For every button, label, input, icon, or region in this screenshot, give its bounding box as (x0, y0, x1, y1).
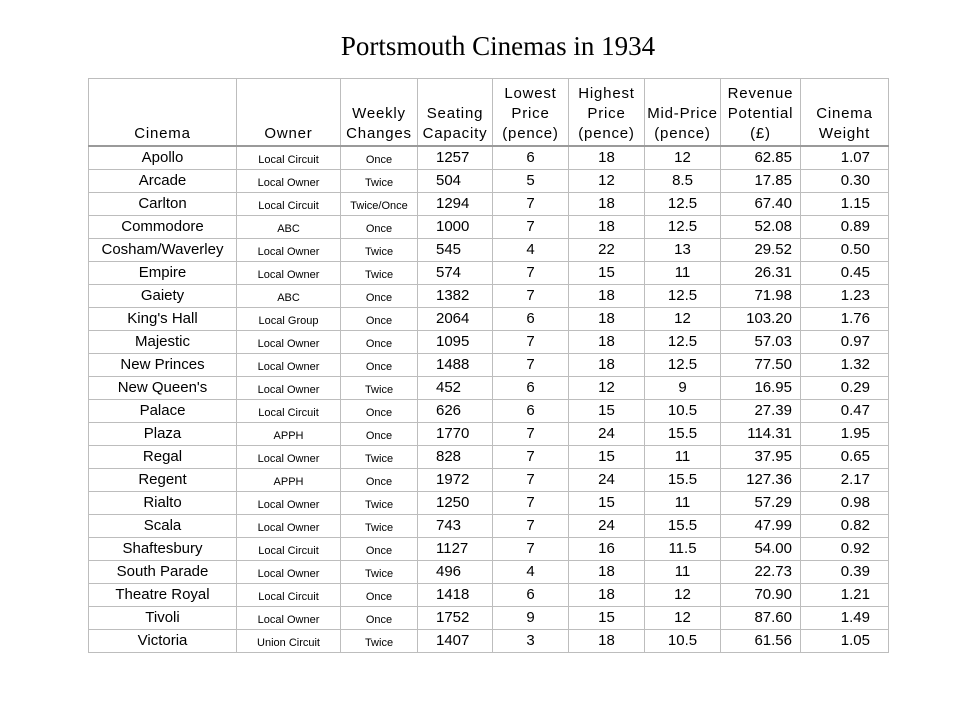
cell-weekly-changes: Once (341, 469, 418, 492)
cell-revenue-potential: 54.00 (721, 538, 801, 561)
cell-highest-price: 18 (569, 331, 645, 354)
table-row (89, 584, 889, 607)
cell-revenue-potential: 77.50 (721, 354, 801, 377)
cell-seating-capacity: 1257 (418, 146, 493, 170)
cell-seating-capacity: 1294 (418, 193, 493, 216)
cell-owner: Local Owner (237, 446, 341, 469)
cell-cinema: Regent (89, 469, 237, 492)
cell-highest-price: 18 (569, 561, 645, 584)
cell-cinema-weight: 0.29 (801, 377, 889, 400)
cell-mid-price: 12.5 (645, 331, 721, 354)
cell-revenue-potential: 29.52 (721, 239, 801, 262)
cell-revenue-potential: 114.31 (721, 423, 801, 446)
cell-mid-price: 12.5 (645, 216, 721, 239)
cell-mid-price: 12 (645, 584, 721, 607)
cell-weekly-changes: Twice (341, 492, 418, 515)
cell-highest-price: 24 (569, 515, 645, 538)
cell-cinema: Tivoli (89, 607, 237, 630)
cell-mid-price: 11 (645, 262, 721, 285)
cell-lowest-price: 6 (493, 146, 569, 170)
cell-highest-price: 15 (569, 262, 645, 285)
table-row (89, 354, 889, 377)
cell-cinema: Plaza (89, 423, 237, 446)
cell-owner: Local Owner (237, 377, 341, 400)
cell-highest-price: 18 (569, 193, 645, 216)
cell-revenue-potential: 27.39 (721, 400, 801, 423)
cell-owner: ABC (237, 216, 341, 239)
cell-weekly-changes: Once (341, 146, 418, 170)
cell-seating-capacity: 828 (418, 446, 493, 469)
table-row (89, 331, 889, 354)
cell-highest-price: 15 (569, 400, 645, 423)
cell-revenue-potential: 103.20 (721, 308, 801, 331)
cell-weekly-changes: Twice/Once (341, 193, 418, 216)
cell-owner: Local Owner (237, 239, 341, 262)
column-header-revenue-potential: Revenue Potential (£) (721, 79, 801, 147)
cell-weekly-changes: Once (341, 400, 418, 423)
cell-cinema: Carlton (89, 193, 237, 216)
cell-seating-capacity: 1127 (418, 538, 493, 561)
cell-lowest-price: 4 (493, 239, 569, 262)
cell-lowest-price: 7 (493, 193, 569, 216)
cell-mid-price: 12 (645, 146, 721, 170)
cell-revenue-potential: 62.85 (721, 146, 801, 170)
cell-cinema: Cosham/Waverley (89, 239, 237, 262)
table-row (89, 216, 889, 239)
cell-mid-price: 15.5 (645, 515, 721, 538)
cell-cinema-weight: 0.47 (801, 400, 889, 423)
column-header-mid-price: Mid-Price (pence) (645, 79, 721, 147)
cell-weekly-changes: Once (341, 607, 418, 630)
cinema-table (88, 78, 889, 653)
cell-seating-capacity: 1488 (418, 354, 493, 377)
column-header-highest-price: Highest Price (pence) (569, 79, 645, 147)
cell-cinema: Apollo (89, 146, 237, 170)
cell-lowest-price: 3 (493, 630, 569, 653)
table-row (89, 423, 889, 446)
cell-seating-capacity: 2064 (418, 308, 493, 331)
cell-owner: Local Owner (237, 515, 341, 538)
table-row (89, 607, 889, 630)
cell-revenue-potential: 127.36 (721, 469, 801, 492)
cell-mid-price: 12 (645, 308, 721, 331)
cell-owner: Local Circuit (237, 538, 341, 561)
column-header-lowest-price: Lowest Price (pence) (493, 79, 569, 147)
cell-weekly-changes: Twice (341, 377, 418, 400)
cell-cinema: Palace (89, 400, 237, 423)
cell-seating-capacity: 1418 (418, 584, 493, 607)
cell-cinema-weight: 0.45 (801, 262, 889, 285)
cell-lowest-price: 7 (493, 285, 569, 308)
cell-highest-price: 15 (569, 607, 645, 630)
cell-cinema-weight: 1.21 (801, 584, 889, 607)
cell-seating-capacity: 452 (418, 377, 493, 400)
cell-owner: Local Circuit (237, 400, 341, 423)
cell-weekly-changes: Once (341, 216, 418, 239)
page-title: Portsmouth Cinemas in 1934 (340, 31, 656, 61)
cell-mid-price: 12 (645, 607, 721, 630)
cell-weekly-changes: Once (341, 584, 418, 607)
table-body (89, 146, 889, 653)
table-row (89, 262, 889, 285)
cell-seating-capacity: 743 (418, 515, 493, 538)
table-row (89, 308, 889, 331)
cell-revenue-potential: 22.73 (721, 561, 801, 584)
cell-revenue-potential: 16.95 (721, 377, 801, 400)
cell-mid-price: 11.5 (645, 538, 721, 561)
cell-cinema-weight: 1.07 (801, 146, 889, 170)
cell-seating-capacity: 574 (418, 262, 493, 285)
cell-cinema-weight: 0.30 (801, 170, 889, 193)
cell-cinema: Regal (89, 446, 237, 469)
cell-highest-price: 12 (569, 170, 645, 193)
table-row (89, 515, 889, 538)
cell-mid-price: 11 (645, 446, 721, 469)
cell-weekly-changes: Once (341, 331, 418, 354)
column-header-weekly-changes: Weekly Changes (341, 79, 418, 147)
cell-cinema-weight: 0.89 (801, 216, 889, 239)
header-row (89, 79, 889, 147)
cell-revenue-potential: 52.08 (721, 216, 801, 239)
cell-lowest-price: 7 (493, 262, 569, 285)
cell-highest-price: 16 (569, 538, 645, 561)
cell-owner: Local Circuit (237, 146, 341, 170)
cell-lowest-price: 7 (493, 331, 569, 354)
cell-weekly-changes: Twice (341, 561, 418, 584)
cell-cinema: Gaiety (89, 285, 237, 308)
cell-cinema-weight: 1.76 (801, 308, 889, 331)
cell-owner: Local Owner (237, 331, 341, 354)
cell-weekly-changes: Twice (341, 262, 418, 285)
cell-weekly-changes: Twice (341, 446, 418, 469)
cell-cinema-weight: 1.15 (801, 193, 889, 216)
cell-owner: Local Owner (237, 170, 341, 193)
cell-cinema-weight: 1.32 (801, 354, 889, 377)
cell-cinema-weight: 1.05 (801, 630, 889, 653)
cell-revenue-potential: 37.95 (721, 446, 801, 469)
cell-seating-capacity: 1382 (418, 285, 493, 308)
cell-seating-capacity: 1407 (418, 630, 493, 653)
column-header-cinema-weight: Cinema Weight (801, 79, 889, 147)
cell-cinema: Scala (89, 515, 237, 538)
table-row (89, 538, 889, 561)
cell-highest-price: 18 (569, 285, 645, 308)
cell-mid-price: 12.5 (645, 354, 721, 377)
cell-highest-price: 18 (569, 584, 645, 607)
cell-seating-capacity: 1095 (418, 331, 493, 354)
cell-mid-price: 15.5 (645, 423, 721, 446)
cell-mid-price: 12.5 (645, 285, 721, 308)
cell-weekly-changes: Once (341, 354, 418, 377)
table-row (89, 170, 889, 193)
cell-owner: ABC (237, 285, 341, 308)
cell-revenue-potential: 87.60 (721, 607, 801, 630)
cell-highest-price: 22 (569, 239, 645, 262)
cell-cinema-weight: 0.98 (801, 492, 889, 515)
cell-owner: Union Circuit (237, 630, 341, 653)
cell-weekly-changes: Once (341, 285, 418, 308)
cell-seating-capacity: 545 (418, 239, 493, 262)
cell-seating-capacity: 626 (418, 400, 493, 423)
cell-weekly-changes: Twice (341, 630, 418, 653)
cell-lowest-price: 6 (493, 400, 569, 423)
cell-revenue-potential: 67.40 (721, 193, 801, 216)
cell-weekly-changes: Twice (341, 515, 418, 538)
cell-owner: Local Circuit (237, 193, 341, 216)
cell-cinema: Rialto (89, 492, 237, 515)
cell-cinema: King's Hall (89, 308, 237, 331)
cell-cinema: New Princes (89, 354, 237, 377)
cell-owner: Local Owner (237, 492, 341, 515)
cell-weekly-changes: Once (341, 423, 418, 446)
cell-mid-price: 13 (645, 239, 721, 262)
cell-lowest-price: 7 (493, 423, 569, 446)
cell-revenue-potential: 47.99 (721, 515, 801, 538)
cell-cinema: Commodore (89, 216, 237, 239)
cell-lowest-price: 7 (493, 492, 569, 515)
cell-owner: Local Owner (237, 561, 341, 584)
cell-cinema-weight: 0.65 (801, 446, 889, 469)
cell-mid-price: 8.5 (645, 170, 721, 193)
cell-lowest-price: 4 (493, 561, 569, 584)
table-row (89, 146, 889, 170)
cell-cinema-weight: 1.49 (801, 607, 889, 630)
cell-highest-price: 18 (569, 216, 645, 239)
cell-highest-price: 12 (569, 377, 645, 400)
table-row (89, 469, 889, 492)
cell-revenue-potential: 26.31 (721, 262, 801, 285)
cell-revenue-potential: 71.98 (721, 285, 801, 308)
cell-seating-capacity: 504 (418, 170, 493, 193)
cell-weekly-changes: Twice (341, 170, 418, 193)
cell-cinema-weight: 1.23 (801, 285, 889, 308)
cell-mid-price: 11 (645, 492, 721, 515)
cell-lowest-price: 5 (493, 170, 569, 193)
cell-highest-price: 18 (569, 354, 645, 377)
cell-cinema: New Queen's (89, 377, 237, 400)
cell-seating-capacity: 1752 (418, 607, 493, 630)
cell-cinema-weight: 1.95 (801, 423, 889, 446)
cell-revenue-potential: 17.85 (721, 170, 801, 193)
table-row (89, 492, 889, 515)
cell-revenue-potential: 70.90 (721, 584, 801, 607)
cell-highest-price: 24 (569, 469, 645, 492)
cell-cinema: South Parade (89, 561, 237, 584)
cell-weekly-changes: Once (341, 308, 418, 331)
cell-owner: APPH (237, 423, 341, 446)
cell-revenue-potential: 61.56 (721, 630, 801, 653)
cell-cinema-weight: 0.97 (801, 331, 889, 354)
table-row (89, 400, 889, 423)
table-row (89, 193, 889, 216)
cell-lowest-price: 7 (493, 446, 569, 469)
cell-highest-price: 15 (569, 446, 645, 469)
cell-highest-price: 18 (569, 308, 645, 331)
cell-lowest-price: 9 (493, 607, 569, 630)
cell-cinema: Shaftesbury (89, 538, 237, 561)
table-row (89, 630, 889, 653)
cell-cinema: Victoria (89, 630, 237, 653)
cell-highest-price: 24 (569, 423, 645, 446)
cell-highest-price: 18 (569, 146, 645, 170)
table-row (89, 377, 889, 400)
cell-weekly-changes: Twice (341, 239, 418, 262)
cell-mid-price: 11 (645, 561, 721, 584)
cell-owner: Local Owner (237, 607, 341, 630)
cell-lowest-price: 6 (493, 377, 569, 400)
cell-lowest-price: 7 (493, 216, 569, 239)
cell-cinema: Majestic (89, 331, 237, 354)
cell-mid-price: 12.5 (645, 193, 721, 216)
cell-mid-price: 10.5 (645, 400, 721, 423)
column-header-seating-capacity: Seating Capacity (418, 79, 493, 147)
cell-cinema-weight: 2.17 (801, 469, 889, 492)
cell-revenue-potential: 57.03 (721, 331, 801, 354)
cell-cinema: Empire (89, 262, 237, 285)
cell-mid-price: 10.5 (645, 630, 721, 653)
column-header-cinema: Cinema (89, 79, 237, 147)
cell-cinema: Theatre Royal (89, 584, 237, 607)
table-row (89, 285, 889, 308)
cell-owner: Local Group (237, 308, 341, 331)
cell-cinema-weight: 0.39 (801, 561, 889, 584)
cell-revenue-potential: 57.29 (721, 492, 801, 515)
cell-lowest-price: 6 (493, 584, 569, 607)
table-row (89, 239, 889, 262)
cell-lowest-price: 7 (493, 538, 569, 561)
cell-mid-price: 15.5 (645, 469, 721, 492)
cell-owner: Local Circuit (237, 584, 341, 607)
cell-seating-capacity: 1250 (418, 492, 493, 515)
cell-owner: Local Owner (237, 262, 341, 285)
cell-owner: APPH (237, 469, 341, 492)
cell-cinema-weight: 0.92 (801, 538, 889, 561)
cell-highest-price: 15 (569, 492, 645, 515)
cell-lowest-price: 7 (493, 515, 569, 538)
cell-cinema-weight: 0.50 (801, 239, 889, 262)
table-row (89, 446, 889, 469)
cell-cinema: Arcade (89, 170, 237, 193)
cell-lowest-price: 6 (493, 308, 569, 331)
table-row (89, 561, 889, 584)
cell-mid-price: 9 (645, 377, 721, 400)
cell-lowest-price: 7 (493, 469, 569, 492)
column-header-owner: Owner (237, 79, 341, 147)
cell-seating-capacity: 496 (418, 561, 493, 584)
cell-seating-capacity: 1972 (418, 469, 493, 492)
cell-highest-price: 18 (569, 630, 645, 653)
cell-owner: Local Owner (237, 354, 341, 377)
cell-cinema-weight: 0.82 (801, 515, 889, 538)
cell-lowest-price: 7 (493, 354, 569, 377)
cell-weekly-changes: Once (341, 538, 418, 561)
cell-seating-capacity: 1770 (418, 423, 493, 446)
cell-seating-capacity: 1000 (418, 216, 493, 239)
